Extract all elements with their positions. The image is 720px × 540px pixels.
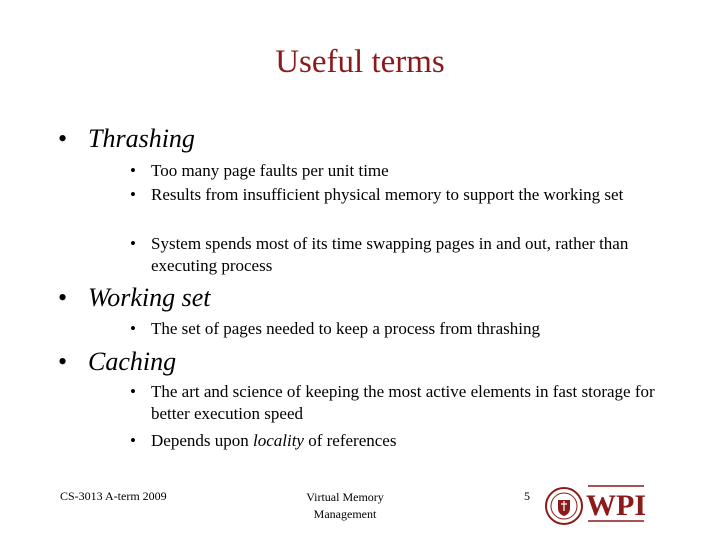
list-item: [130, 233, 630, 277]
bullet-icon: •: [130, 382, 136, 401]
bullet-icon: •: [130, 185, 136, 204]
bullet-icon: •: [130, 319, 136, 338]
term-thrashing: [58, 124, 195, 154]
list-item: [130, 160, 670, 182]
footer-topic: [290, 489, 400, 523]
list-item: [130, 318, 670, 340]
bullet-icon: •: [130, 161, 136, 180]
wpi-logo-icon: [586, 484, 646, 524]
term-caching: [58, 347, 176, 377]
point-emphasis: locality: [252, 431, 304, 450]
point-text: Too many page faults per unit time: [151, 161, 389, 180]
list-item: [130, 381, 660, 425]
bullet-icon: •: [130, 234, 136, 253]
term-label: Caching: [88, 347, 177, 376]
footer-topic-line1: Virtual Memory: [306, 490, 384, 504]
point-text-after: of references: [303, 431, 397, 450]
point-text-before: Depends upon: [151, 431, 253, 450]
page-number: 5: [524, 489, 530, 503]
term-label: Working set: [88, 283, 211, 312]
footer-topic-line2: Management: [313, 507, 377, 521]
bullet-icon: •: [58, 347, 68, 376]
list-item: [130, 430, 670, 452]
bullet-icon: •: [58, 124, 68, 153]
list-item: [130, 184, 625, 206]
point-text: Results from insufficient physical memory to support the working set: [151, 185, 624, 204]
slide-title: Useful terms: [275, 44, 445, 80]
term-label: Thrashing: [88, 124, 195, 153]
point-text: The set of pages needed to keep a process from thrashing: [151, 319, 540, 338]
bullet-icon: •: [58, 283, 68, 312]
point-text: System spends most of its time swapping pages in and out, rather than executing process: [151, 234, 629, 275]
bullet-icon: •: [130, 431, 136, 450]
footer-course: CS-3013 A-term 2009: [60, 489, 167, 503]
seal-icon: [544, 486, 584, 526]
logo-text: WPI: [586, 489, 646, 522]
term-working-set: [58, 283, 211, 313]
point-text: The art and science of keeping the most active elements in fast storage for better execution speed: [151, 382, 655, 423]
point-text: [151, 430, 670, 452]
